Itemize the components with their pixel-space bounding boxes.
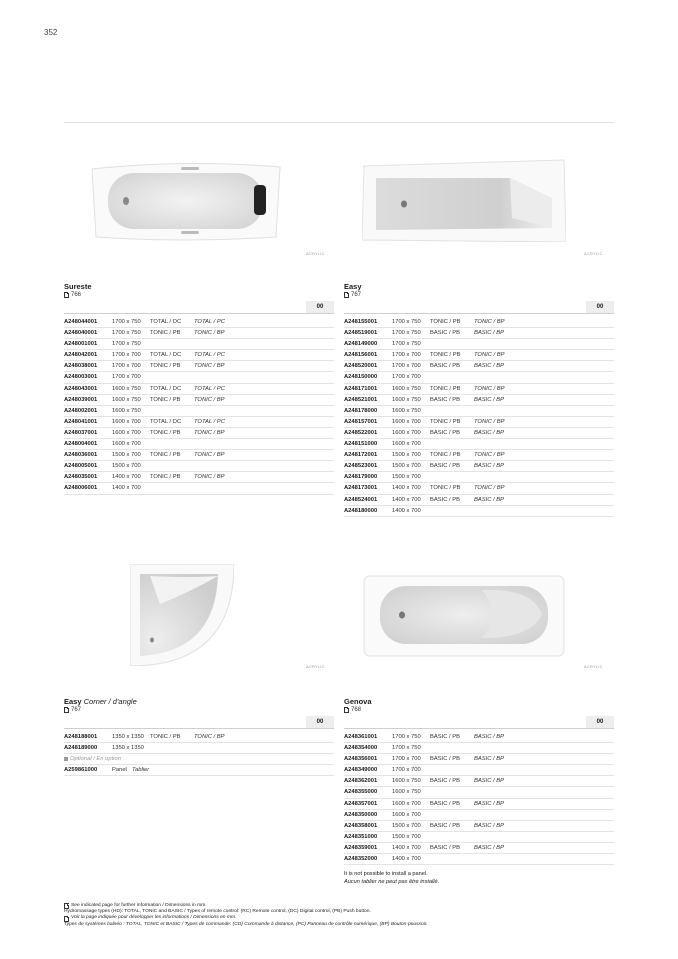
hydromassage-type: BASIC / PB xyxy=(430,330,460,337)
hydromassage-type: TONIC / PB xyxy=(150,330,181,337)
hydromassage-type xyxy=(430,854,474,864)
table-row xyxy=(344,372,614,383)
page-reference-icon xyxy=(64,903,69,909)
dimensions: 1600 x 750 xyxy=(392,385,421,392)
table-row xyxy=(344,743,614,754)
hydromassage-type-fr: BASIC / BP xyxy=(474,756,504,763)
hydromassage-type-fr: TONIC / BP xyxy=(194,734,225,740)
hydromassage-type-fr: TONIC / BP xyxy=(474,319,505,325)
hydromassage-type-fr: TONIC / BP xyxy=(194,429,225,436)
product-name: Sureste xyxy=(64,282,92,291)
hydromassage-type: BASIC / PB xyxy=(430,756,460,763)
product-table xyxy=(64,317,334,495)
hydromassage-type-fr: TONIC / BP xyxy=(194,330,225,337)
hydromassage-type xyxy=(430,372,474,382)
product-code: A248519001 xyxy=(344,330,378,337)
note-fr: Aucun tablier ne peut pas être installé. xyxy=(344,878,440,885)
hydromassage-type: BASIC / PB xyxy=(430,800,460,807)
table-row xyxy=(64,372,334,383)
table-row xyxy=(344,506,614,517)
dimensions: 1600 x 750 xyxy=(392,778,421,785)
page-ref-number: 767 xyxy=(71,707,82,713)
hydromassage-type: TOTAL / DC xyxy=(150,418,182,425)
hydromassage-type-fr: TOTAL / PC xyxy=(194,418,225,425)
hydromassage-type-fr: BASIC / BP xyxy=(474,778,504,785)
product-code: A248173001 xyxy=(344,485,378,492)
product-code: A248356001 xyxy=(344,756,378,763)
acrylic-label: ACRYLIC xyxy=(584,251,603,256)
hydromassage-type: TONIC / PB xyxy=(150,452,181,459)
dimensions: 1700 x 700 xyxy=(392,767,421,774)
product-code: A248361001 xyxy=(344,734,378,740)
product-code: A248521001 xyxy=(344,396,378,403)
hydromassage-type: BASIC / PB xyxy=(430,822,460,829)
product-block-easy xyxy=(344,282,614,517)
dimensions: 1600 x 700 xyxy=(112,441,141,448)
dimensions: 1500 x 700 xyxy=(392,833,421,840)
hydromassage-type xyxy=(150,372,194,382)
hydromassage-type-fr: BASIC / BP xyxy=(474,463,504,470)
hydromassage-type xyxy=(150,406,194,416)
dimensions: 1600 x 750 xyxy=(112,385,141,392)
hydromassage-type: TOTAL / DC xyxy=(150,352,182,359)
page-ref-number: 768 xyxy=(351,707,362,713)
page-number: 352 xyxy=(44,28,58,37)
dimensions: 1700 x 750 xyxy=(392,330,421,337)
hydromassage-type: TONIC / PB xyxy=(430,319,461,325)
product-code: A248352000 xyxy=(344,856,378,863)
table-row xyxy=(64,439,334,450)
color-header xyxy=(64,716,334,729)
product-code: A248357001 xyxy=(344,800,378,807)
footer-line: See indicated page for further information / Dimensions in mm. xyxy=(71,903,207,908)
table-row xyxy=(344,495,614,506)
dimensions: 1350 x 1350 xyxy=(112,745,144,752)
table-row xyxy=(64,472,334,483)
table-row xyxy=(344,732,614,743)
table-row xyxy=(64,395,334,406)
dimensions: 1700 x 700 xyxy=(392,352,421,359)
hydromassage-type: BASIC / PB xyxy=(430,496,460,503)
product-code: A248351000 xyxy=(344,833,378,840)
product-code: A248188001 xyxy=(64,734,98,740)
panel-label-fr: Tablier xyxy=(132,767,150,774)
dimensions: 1600 x 750 xyxy=(392,396,421,403)
product-code: A248524001 xyxy=(344,496,378,503)
table-row xyxy=(64,483,334,494)
product-code: A248522001 xyxy=(344,429,378,436)
product-code: A248157001 xyxy=(344,418,378,425)
hydromassage-type xyxy=(150,439,194,449)
product-code: A248037001 xyxy=(64,429,98,436)
table-row xyxy=(344,832,614,843)
optional-label: Optional / En option xyxy=(70,756,121,763)
dimensions: 1400 x 700 xyxy=(392,507,421,514)
product-page-ref xyxy=(344,706,614,714)
dimensions: 1500 x 700 xyxy=(392,463,421,470)
product-code: A248041001 xyxy=(64,418,98,425)
product-table xyxy=(64,732,334,776)
dimensions: 1700 x 700 xyxy=(112,352,141,359)
dimensions: 1600 x 700 xyxy=(112,418,141,425)
hydromassage-type xyxy=(430,406,474,416)
table-row xyxy=(64,339,334,350)
hydromassage-type-fr: TONIC / BP xyxy=(194,452,225,459)
dimensions: 1500 x 700 xyxy=(392,822,421,829)
hydromassage-type-fr: BASIC / BP xyxy=(474,363,504,370)
dimensions: 1700 x 750 xyxy=(392,319,421,325)
dimensions: 1400 x 700 xyxy=(112,485,141,492)
hydromassage-type-fr: TONIC / BP xyxy=(474,452,505,459)
dimensions: 1700 x 750 xyxy=(112,319,141,325)
product-code: A248042001 xyxy=(64,352,98,359)
product-block-genova xyxy=(344,697,614,886)
product-code: A248359001 xyxy=(344,844,378,851)
product-title xyxy=(344,697,614,706)
product-code: A248004001 xyxy=(64,441,98,448)
dimensions: 1600 x 700 xyxy=(392,441,421,448)
product-code: A248003001 xyxy=(64,374,98,381)
hydromassage-type: TONIC / PB xyxy=(150,734,181,740)
product-code: A248189000 xyxy=(64,745,98,752)
table-row xyxy=(344,328,614,339)
product-code: A248155001 xyxy=(344,319,378,325)
product-code: A248354000 xyxy=(344,745,378,752)
hydromassage-type xyxy=(430,787,474,797)
table-row xyxy=(344,395,614,406)
hydromassage-type: TONIC / PB xyxy=(150,396,181,403)
product-table xyxy=(344,732,614,865)
product-title xyxy=(64,697,334,706)
table-row xyxy=(344,406,614,417)
table-row xyxy=(344,450,614,461)
easy-corner-bathtub-image xyxy=(130,564,234,666)
product-code: A248002001 xyxy=(64,407,98,414)
hydromassage-type-fr: TONIC / BP xyxy=(194,396,225,403)
dimensions: 1700 x 700 xyxy=(392,374,421,381)
hydromassage-type: TONIC / PB xyxy=(430,352,461,359)
table-row xyxy=(64,450,334,461)
hydromassage-type: TOTAL / DC xyxy=(150,319,182,325)
product-code: A259861000 xyxy=(64,767,98,774)
hydromassage-type-fr: BASIC / BP xyxy=(474,396,504,403)
table-row xyxy=(64,732,334,743)
hydromassage-type xyxy=(150,483,194,493)
table-row xyxy=(344,439,614,450)
product-title xyxy=(64,282,334,291)
dimensions: 1700 x 750 xyxy=(392,734,421,740)
hydromassage-type-fr: TONIC / BP xyxy=(474,485,505,492)
product-code: A248350000 xyxy=(344,811,378,818)
acrylic-label: ACRYLIC xyxy=(306,664,325,669)
product-name: Genova xyxy=(344,697,372,706)
dimensions: 1400 x 700 xyxy=(392,856,421,863)
hydromassage-type xyxy=(150,339,194,349)
footer-notes xyxy=(64,903,624,928)
product-code: A248044001 xyxy=(64,319,98,325)
table-row xyxy=(64,417,334,428)
hydromassage-type: BASIC / PB xyxy=(430,363,460,370)
dimensions: 1700 x 750 xyxy=(392,341,421,348)
note-en: It is not possible to install a panel. xyxy=(344,871,428,878)
dimensions: 1600 x 700 xyxy=(392,800,421,807)
dimensions: 1500 x 700 xyxy=(392,452,421,459)
hydromassage-type xyxy=(430,743,474,753)
dimensions: 1700 x 750 xyxy=(112,341,141,348)
product-title xyxy=(344,282,614,291)
product-code: A248349000 xyxy=(344,767,378,774)
dimensions: 1700 x 700 xyxy=(112,374,141,381)
hydromassage-type-fr: TONIC / BP xyxy=(194,363,225,370)
top-divider xyxy=(64,122,614,123)
page-ref-number: 766 xyxy=(71,292,82,298)
dimensions: 1400 x 700 xyxy=(392,496,421,503)
product-code: A248150000 xyxy=(344,374,378,381)
table-row xyxy=(64,428,334,439)
color-header xyxy=(64,301,334,314)
table-row xyxy=(344,843,614,854)
table-row xyxy=(344,428,614,439)
color-code: 00 xyxy=(586,301,614,313)
dimensions: 1600 x 700 xyxy=(112,429,141,436)
dimensions: 1500 x 700 xyxy=(112,463,141,470)
hydromassage-type-fr: BASIC / BP xyxy=(474,330,504,337)
hydromassage-type-fr: BASIC / BP xyxy=(474,429,504,436)
table-row xyxy=(344,754,614,765)
hydromassage-type: TONIC / PB xyxy=(430,485,461,492)
color-code: 00 xyxy=(306,716,334,728)
product-name: Easy xyxy=(64,697,82,706)
acrylic-label: ACRYLIC xyxy=(584,664,603,669)
dimensions: 1500 x 700 xyxy=(392,474,421,481)
table-row xyxy=(64,461,334,472)
product-code: A248035001 xyxy=(64,474,98,481)
dimensions: 1400 x 700 xyxy=(392,844,421,851)
hydromassage-type xyxy=(430,506,474,516)
table-row xyxy=(344,483,614,494)
table-row xyxy=(64,406,334,417)
hydromassage-type-fr: TONIC / BP xyxy=(474,385,505,392)
table-row xyxy=(344,417,614,428)
product-name: Easy xyxy=(344,282,362,291)
optional-square-icon xyxy=(64,757,68,761)
hydromassage-type: BASIC / PB xyxy=(430,429,460,436)
hydromassage-type-fr: TOTAL / PC xyxy=(194,385,225,392)
table-row xyxy=(344,821,614,832)
hydromassage-type: TONIC / PB xyxy=(430,418,461,425)
dimensions: 1700 x 700 xyxy=(392,756,421,763)
footer-line: Voir la page indiquée pour développer les informations / Dimensions en mm. xyxy=(71,915,237,921)
dimensions: 1600 x 700 xyxy=(392,418,421,425)
product-block-sureste xyxy=(64,282,334,495)
color-code: 00 xyxy=(306,301,334,313)
table-row xyxy=(64,765,334,776)
hydromassage-type: BASIC / PB xyxy=(430,463,460,470)
product-code: A248043001 xyxy=(64,385,98,392)
product-code: A248038001 xyxy=(64,363,98,370)
table-row xyxy=(344,350,614,361)
sureste-bathtub-image xyxy=(86,159,286,243)
dimensions: 1600 x 700 xyxy=(392,429,421,436)
hydromassage-type-fr: BASIC / BP xyxy=(474,844,504,851)
product-code: A248001001 xyxy=(64,341,98,348)
hydromassage-type xyxy=(150,461,194,471)
page-ref-number: 767 xyxy=(351,292,362,298)
dimensions: 1600 x 750 xyxy=(112,396,141,403)
product-code: A248151000 xyxy=(344,441,378,448)
easy-bathtub-image xyxy=(362,158,566,242)
product-page-ref xyxy=(64,706,334,714)
product-code: A248156001 xyxy=(344,352,378,359)
dimensions: 1600 x 750 xyxy=(392,789,421,796)
table-row xyxy=(64,743,334,754)
product-code: A248520001 xyxy=(344,363,378,370)
hydromassage-type-fr: TONIC / BP xyxy=(194,474,225,481)
footer-line: Hydromassage types (HD): TOTAL, TONIC and BASIC / Types of remote control: (RC) Remote control, (DC) Digital control, (PB) Push button. xyxy=(64,909,371,915)
genova-bathtub-image xyxy=(362,574,566,658)
product-code: A248178000 xyxy=(344,407,378,414)
product-code: A248171001 xyxy=(344,385,378,392)
panel-label: Panel xyxy=(112,767,127,774)
optional-header xyxy=(64,754,334,765)
table-row xyxy=(344,317,614,328)
dimensions: 1600 x 750 xyxy=(112,407,141,414)
hydromassage-type: BASIC / PB xyxy=(430,844,460,851)
hydromassage-type: BASIC / PB xyxy=(430,778,460,785)
hydromassage-type xyxy=(430,810,474,820)
hydromassage-type xyxy=(430,439,474,449)
hydromassage-type: TONIC / PB xyxy=(150,429,181,436)
product-code: A248362001 xyxy=(344,778,378,785)
hydromassage-type-fr: BASIC / BP xyxy=(474,800,504,807)
dimensions: 1400 x 700 xyxy=(392,485,421,492)
hydromassage-type-fr: BASIC / BP xyxy=(474,496,504,503)
hydromassage-type-fr: BASIC / BP xyxy=(474,734,504,740)
hydromassage-type xyxy=(150,743,194,753)
product-code: A248149000 xyxy=(344,341,378,348)
product-code: A248179000 xyxy=(344,474,378,481)
table-row xyxy=(344,799,614,810)
dimensions: 1700 x 700 xyxy=(392,363,421,370)
product-note xyxy=(344,871,614,886)
dimensions: 1600 x 700 xyxy=(392,811,421,818)
hydromassage-type xyxy=(430,832,474,842)
product-table xyxy=(344,317,614,517)
color-code: 00 xyxy=(586,716,614,728)
page-reference-icon xyxy=(344,292,349,298)
acrylic-label: ACRYLIC xyxy=(306,251,325,256)
hydromassage-type xyxy=(430,472,474,482)
footer-line: Types de systèmes balnéo : TOTAL, TONIC et BASIC / Types de commande: (CD) Commande à distance, (PC) Panneau de contrôle numérique, (BP) Bouton-poussoir. xyxy=(64,921,428,927)
hydromassage-type: TONIC / PB xyxy=(430,452,461,459)
table-row xyxy=(344,765,614,776)
dimensions: 1350 x 1350 xyxy=(112,734,144,740)
product-code: A248523001 xyxy=(344,463,378,470)
page-reference-icon xyxy=(64,292,69,298)
dimensions: 1600 x 750 xyxy=(392,407,421,414)
table-row xyxy=(64,384,334,395)
product-code: A248180000 xyxy=(344,507,378,514)
product-code: A248040001 xyxy=(64,330,98,337)
table-row xyxy=(64,328,334,339)
product-code: A248005001 xyxy=(64,463,98,470)
table-row xyxy=(344,810,614,821)
dimensions: 1400 x 700 xyxy=(112,474,141,481)
table-row xyxy=(344,461,614,472)
product-page-ref xyxy=(64,291,334,299)
hydromassage-type: TONIC / PB xyxy=(430,385,461,392)
page-reference-icon xyxy=(344,707,349,713)
dimensions: 1700 x 750 xyxy=(392,745,421,752)
dimensions: 1500 x 700 xyxy=(112,452,141,459)
hydromassage-type-fr: BASIC / BP xyxy=(474,822,504,829)
table-row xyxy=(344,361,614,372)
product-code: A248355000 xyxy=(344,789,378,796)
product-code: A248006001 xyxy=(64,485,98,492)
table-row xyxy=(344,787,614,798)
hydromassage-type-fr: TONIC / BP xyxy=(474,352,505,359)
table-row xyxy=(344,472,614,483)
dimensions: 1700 x 750 xyxy=(112,330,141,337)
hydromassage-type: TOTAL / DC xyxy=(150,385,182,392)
page-reference-icon xyxy=(64,916,69,922)
color-header xyxy=(344,301,614,314)
page-reference-icon xyxy=(64,707,69,713)
product-code: A248172001 xyxy=(344,452,378,459)
color-header xyxy=(344,716,614,729)
product-code: A248039001 xyxy=(64,396,98,403)
product-subtitle: Corner / d'angle xyxy=(83,697,137,706)
hydromassage-type-fr: TOTAL / PC xyxy=(194,352,225,359)
hydromassage-type: TONIC / PB xyxy=(150,363,181,370)
product-block-easy-corner xyxy=(64,697,334,776)
dimensions: 1700 x 700 xyxy=(112,363,141,370)
hydromassage-type: BASIC / PB xyxy=(430,734,460,740)
table-row xyxy=(344,384,614,395)
product-code: A248358001 xyxy=(344,822,378,829)
product-page-ref xyxy=(344,291,614,299)
table-row xyxy=(344,854,614,865)
table-row xyxy=(344,776,614,787)
hydromassage-type xyxy=(430,339,474,349)
hydromassage-type-fr: TOTAL / PC xyxy=(194,319,225,325)
hydromassage-type-fr: TONIC / BP xyxy=(474,418,505,425)
table-row xyxy=(64,317,334,328)
hydromassage-type: BASIC / PB xyxy=(430,396,460,403)
table-row xyxy=(64,350,334,361)
table-row xyxy=(344,339,614,350)
hydromassage-type xyxy=(430,765,474,775)
table-row xyxy=(64,361,334,372)
hydromassage-type: TONIC / PB xyxy=(150,474,181,481)
product-code: A248036001 xyxy=(64,452,98,459)
